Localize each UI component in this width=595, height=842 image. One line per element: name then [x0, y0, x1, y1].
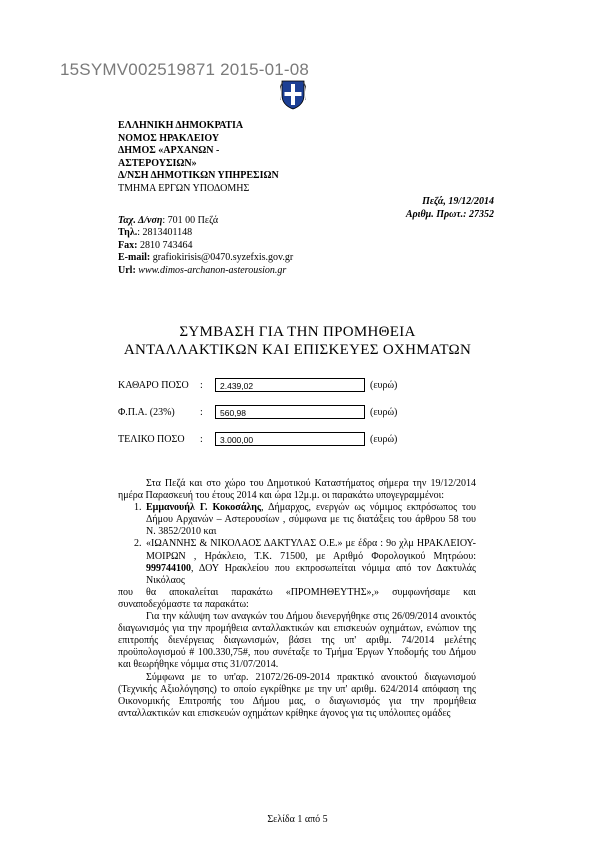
- document-date: Πεζά, 19/12/2014: [422, 196, 494, 207]
- amount-value-box: 560,98: [215, 405, 365, 419]
- amount-unit: (ευρώ): [370, 407, 398, 418]
- amount-colon: :: [200, 434, 203, 445]
- party-item: 1. Εμμανουήλ Γ. Κοκοσάλης, Δήμαρχος, ενεργών ως νόμιμος εκπρόσωπος του Δήμου Αρχανών – Αστερουσίων , σύμφωνα με τις διατάξεις του άρθρου 58 του Ν. 3852/2010 και: [144, 502, 476, 538]
- contact-url: Url: www.dimos-archanon-asterousion.gr: [118, 264, 287, 276]
- header-line: Δ/ΝΣΗ ΔΗΜΟΤΙΚΩΝ ΥΠΗΡΕΣΙΩΝ: [118, 170, 279, 182]
- amount-label: Φ.Π.Α. (23%): [118, 407, 175, 418]
- amount-value-box: 2.439,02: [215, 378, 365, 392]
- amount-label: ΚΑΘΑΡΟ ΠΟΣΟ: [118, 380, 189, 391]
- body-paragraph: Για την κάλυψη των αναγκών του Δήμου διενεργήθηκε στις 26/09/2014 ανοικτός διαγωνισμός για την προμήθεια ανταλλακτικών και επισκευών οχημάτων, ενώπιον της επιτροπής διενέργειας διαγωνισμών, βάσει της υπ' αριθμ. 74/2014 μελέτης προϋπολογισμού # 100.330,75#, που συνέταξε το Τμήμα Έργων Υποδομής του Δήμου και θεωρήθηκε νόμιμα στις 31/07/2014.: [118, 611, 476, 671]
- greek-coat-of-arms-icon: [280, 80, 306, 110]
- page-footer: Σελίδα 1 από 5: [267, 814, 328, 825]
- body-paragraph: Σύμφωνα με το υπ'αρ. 21072/26-09-2014 πρακτικό ανοικτού διαγωνισμού (Τεχνικής Αξιολόγησης) το οποίο εγκρίθηκε με την υπ' αριθμ. 624/2014 απόφαση της Οικονομικής Επιτροπής του Δήμου μας, ο διαγωνισμός για την προμήθεια ανταλλακτικών και επισκευών οχημάτων κρίθηκε άγονος για τις υπόλοιπες ομάδες: [118, 671, 476, 719]
- protocol-number: Αριθμ. Πρωτ.: 27352: [405, 208, 494, 220]
- contact-phone: Τηλ.: 2813401148: [118, 227, 193, 239]
- header-line: ΔΗΜΟΣ «ΑΡΧΑΝΩΝ -: [118, 145, 220, 157]
- date-block: [406, 196, 494, 221]
- amount-colon: :: [200, 380, 203, 391]
- contact-email: E-mail: grafiokirisis@0470.syzefxis.gov.gr: [118, 252, 294, 264]
- intro-paragraph: Στα Πεζά και στο χώρο του Δημοτικού Καταστήματος σήμερα την 19/12/2014 ημέρα Παρασκευή του έτους 2014 και ώρα 12μ.μ. οι παρακάτω υπογεγραμμένοι:: [118, 478, 476, 502]
- amount-value-box: 3.000,00: [215, 432, 365, 446]
- title-line: ΣΥΜΒΑΣΗ ΓΙΑ ΤΗΝ ΠΡΟΜΗΘΕΙΑ: [179, 324, 416, 340]
- issuer-header: [118, 120, 279, 196]
- amount-unit: (ευρώ): [370, 434, 398, 445]
- header-line: ΝΟΜΟΣ ΗΡΑΚΛΕΙΟΥ: [118, 132, 220, 144]
- parties-list: [118, 502, 476, 587]
- title-line: ΑΝΤΑΛΛΑΚΤΙΚΩΝ ΚΑΙ ΕΠΙΣΚΕΥΕΣ ΟΧΗΜΑΤΩΝ: [123, 342, 472, 358]
- contact-address: Ταχ. Δ/νση: 701 00 Πεζά: [118, 215, 219, 226]
- header-line: ΤΜΗΜΑ ΕΡΓΩΝ ΥΠΟΔΟΜΗΣ: [118, 182, 250, 194]
- contact-block: [118, 215, 293, 277]
- header-line: ΕΛΛΗΝΙΚΗ ΔΗΜΟΚΡΑΤΙΑ: [118, 120, 244, 131]
- amount-label: ΤΕΛΙΚΟ ΠΟΣΟ: [118, 434, 185, 445]
- supplier-paragraph: που θα αποκαλείται παρακάτω «ΠΡΟΜΗΘΕΥΤΗΣ»,» συμφωνήσαμε και συναποδεχόμαστε τα παρακάτω:: [118, 586, 476, 610]
- document-watermark: 15SYMV002519871 2015-01-08: [60, 60, 310, 79]
- contact-fax: Fax: 2810 743464: [118, 239, 193, 251]
- contract-body: [118, 478, 476, 720]
- header-line: ΑΣΤΕΡΟΥΣΙΩΝ»: [118, 157, 197, 169]
- document-title: [0, 323, 595, 359]
- amount-unit: (ευρώ): [370, 380, 398, 391]
- party-item: 2. «ΙΩΑΝΝΗΣ & ΝΙΚΟΛΑΟΣ ΔΑΚΤΥΛΑΣ Ο.Ε.» με έδρα : 9ο χλμ ΗΡΑΚΛΕΙΟΥ-ΜΟΙΡΩΝ , Ηράκλειο, Τ.Κ. 71500, με Αριθμό Φορολογικού Μητρώου: 999744100, ΔΟΥ Ηρακλείου που εκπροσωπείται νόμιμα από τον Δακτυλάς Νικόλαος: [144, 538, 476, 586]
- amount-colon: :: [200, 407, 203, 418]
